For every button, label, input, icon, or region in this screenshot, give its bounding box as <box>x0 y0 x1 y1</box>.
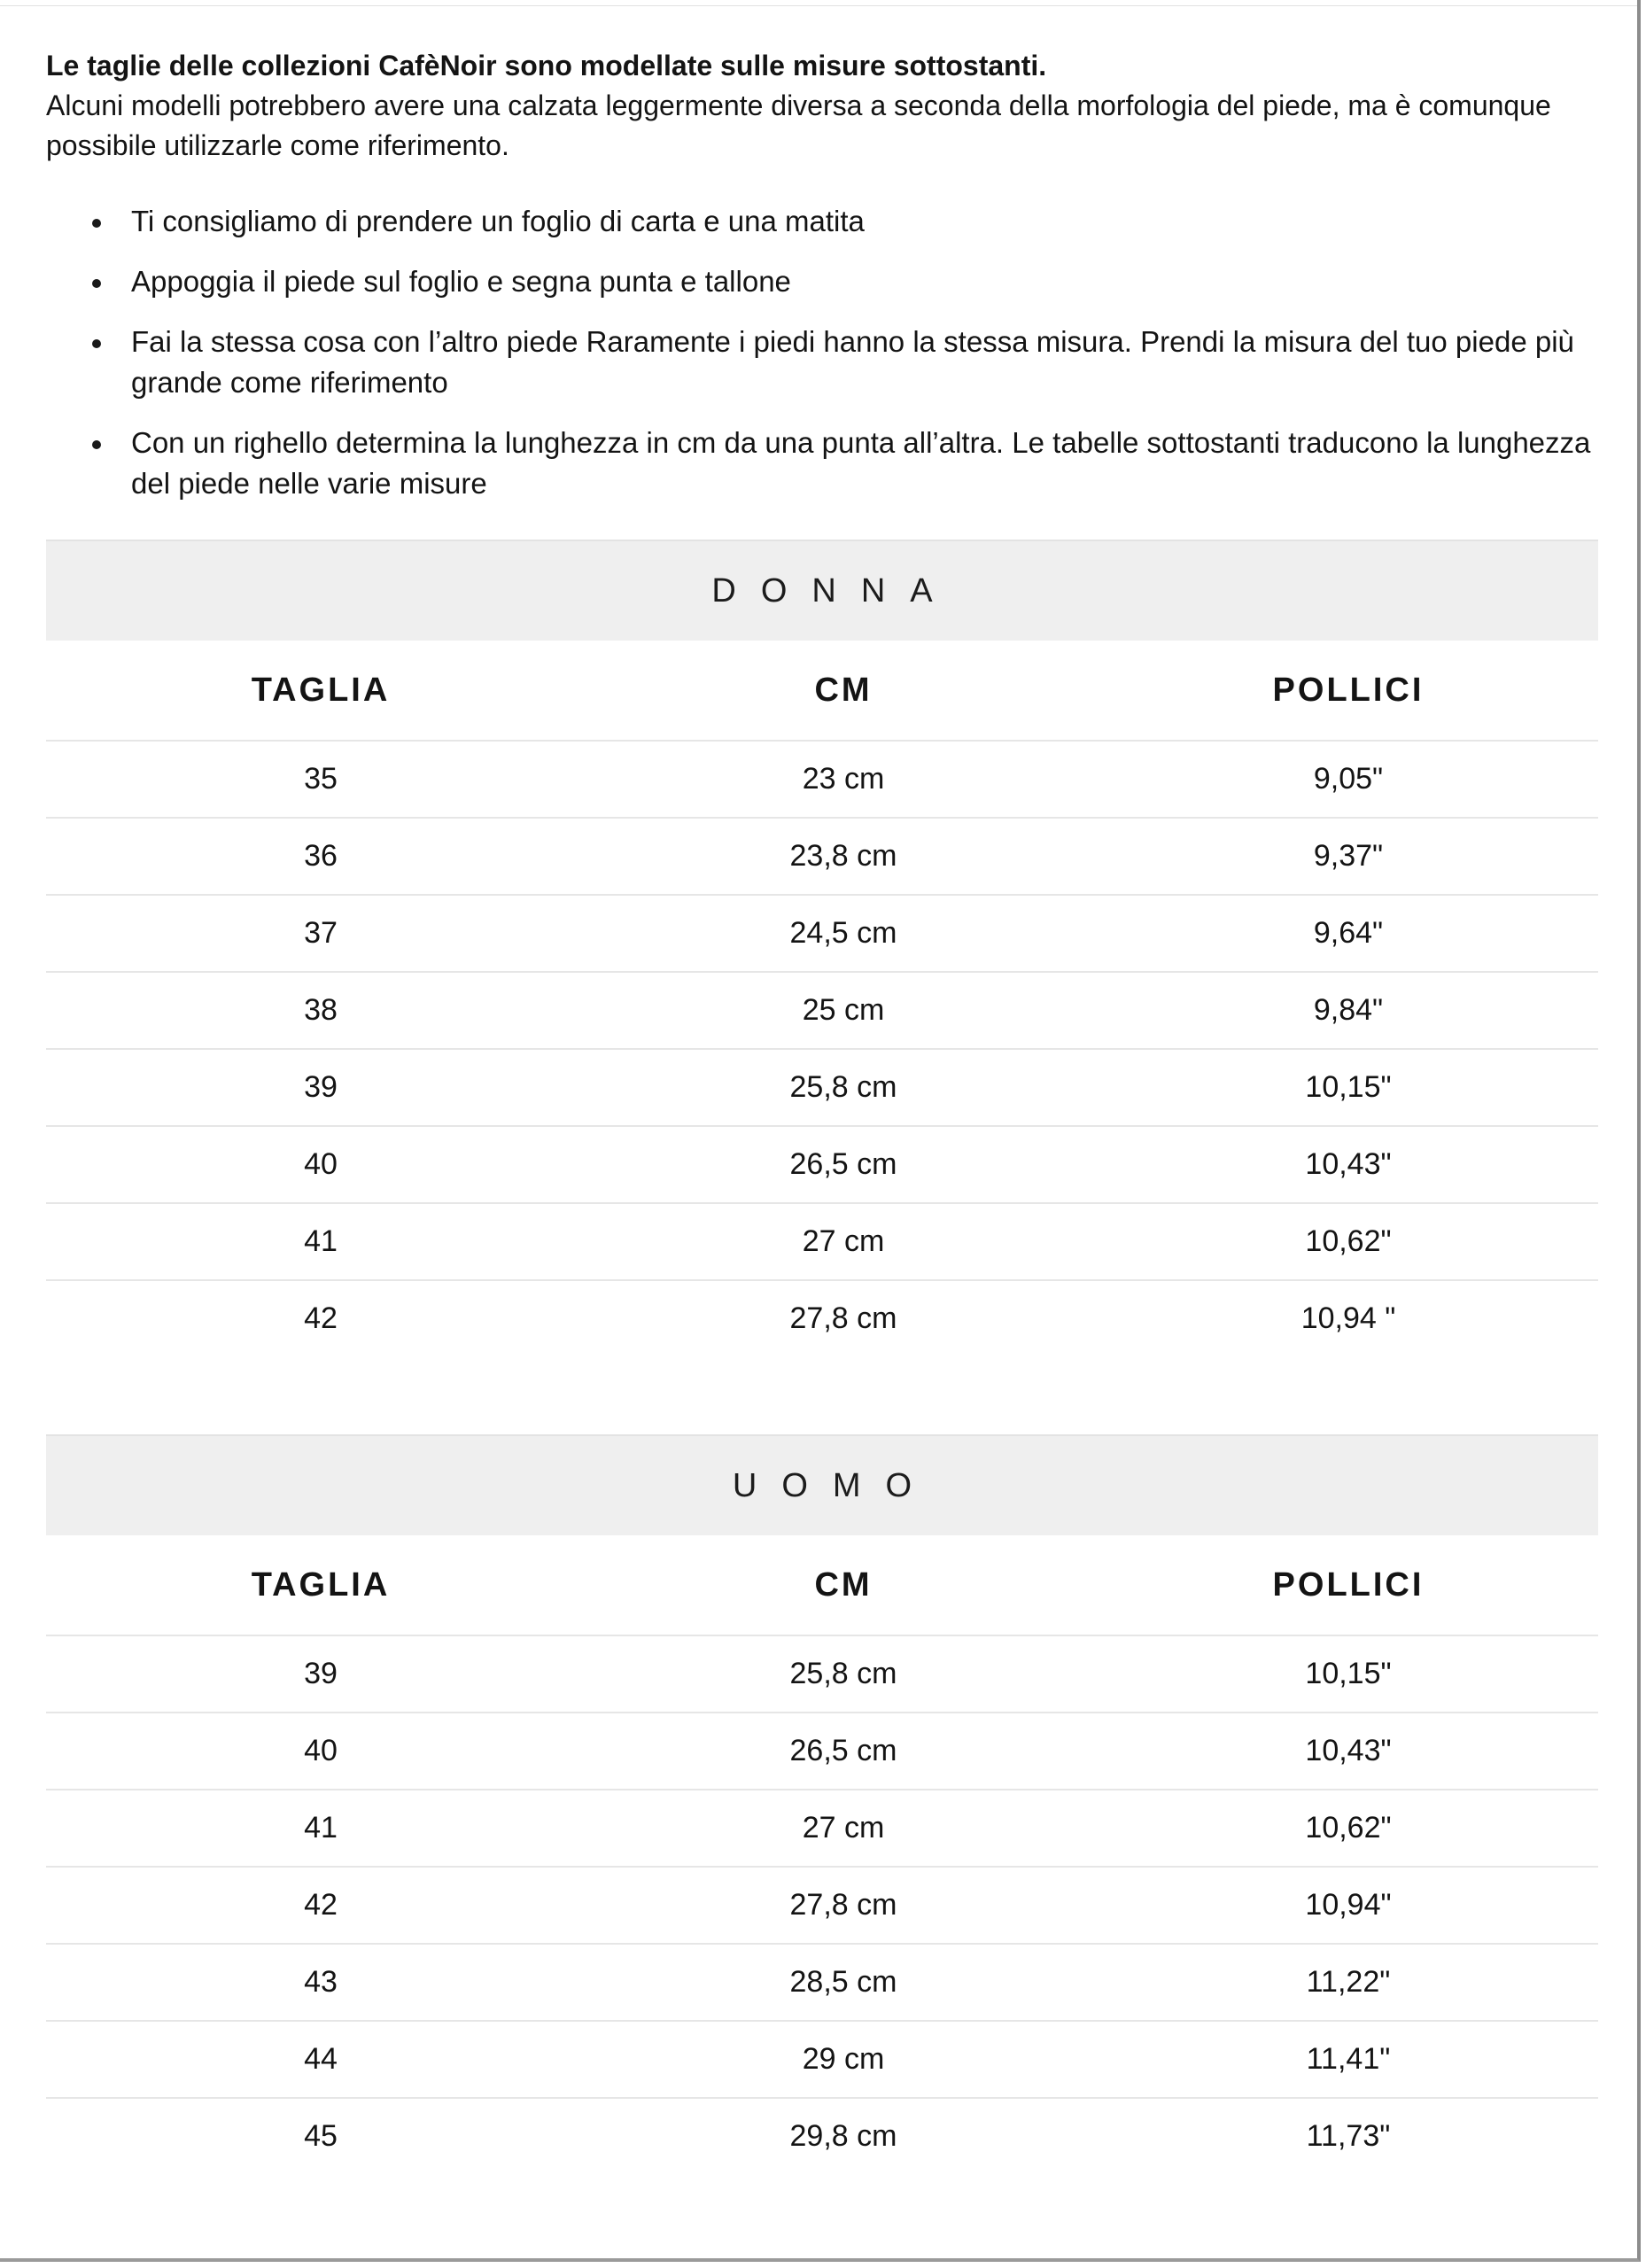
table-row <box>46 742 1598 819</box>
cell-pollici: 10,15" <box>1305 1070 1392 1104</box>
top-divider <box>0 0 1637 6</box>
tip-item: Fai la stessa cosa con l’altro piede Raramente i piedi hanno la stessa misura. Prendi la misura del tuo piede più grande come riferimento <box>46 322 1598 403</box>
size-guide-content <box>46 46 1598 2174</box>
cell-pollici: 10,62" <box>1305 1811 1392 1845</box>
cell-taglia: 35 <box>304 762 338 796</box>
table-row <box>46 1790 1598 1868</box>
table-row <box>46 1127 1598 1204</box>
cell-cm: 25,8 cm <box>789 1657 897 1690</box>
cell-cm: 27,8 cm <box>789 1301 897 1335</box>
cell-pollici: 9,64" <box>1313 916 1384 950</box>
column-header-pollici: POLLICI <box>1272 671 1425 709</box>
cell-pollici: 10,94 " <box>1300 1301 1396 1335</box>
intro-lead: Le taglie delle collezioni CafèNoir sono modellate sulle misure sottostanti. <box>46 50 1047 82</box>
cell-taglia: 42 <box>304 1301 338 1335</box>
cell-cm: 24,5 cm <box>789 916 897 950</box>
size-table-donna <box>46 540 1598 1356</box>
cell-pollici: 11,41" <box>1306 2042 1391 2076</box>
cell-cm: 27 cm <box>802 1811 885 1845</box>
cell-pollici: 11,73" <box>1306 2119 1391 2153</box>
cell-taglia: 36 <box>304 839 338 873</box>
cell-taglia: 40 <box>304 1734 338 1767</box>
cell-cm: 27 cm <box>802 1224 885 1258</box>
cell-pollici: 10,43" <box>1305 1734 1392 1767</box>
table-row <box>46 1050 1598 1127</box>
cell-cm: 28,5 cm <box>789 1965 897 1999</box>
cell-cm: 26,5 cm <box>789 1147 897 1181</box>
table-row <box>46 819 1598 896</box>
column-header-taglia: TAGLIA <box>251 1565 391 1604</box>
table-row <box>46 1868 1598 1945</box>
cell-cm: 23,8 cm <box>789 839 897 873</box>
cell-taglia: 39 <box>304 1070 338 1104</box>
cell-taglia: 41 <box>304 1224 338 1258</box>
bullet-icon <box>92 339 101 348</box>
table-row <box>46 1204 1598 1281</box>
cell-taglia: 37 <box>304 916 338 950</box>
intro-body: Alcuni modelli potrebbero avere una calzata leggermente diversa a seconda della morfologia del piede, ma è comunque possibile utilizzarle come riferimento. <box>46 89 1551 161</box>
table-row <box>46 2022 1598 2099</box>
table-row <box>46 1945 1598 2022</box>
cell-cm: 25,8 cm <box>789 1070 897 1104</box>
cell-cm: 26,5 cm <box>789 1734 897 1767</box>
size-table-uomo <box>46 1434 1598 2174</box>
tip-item: Appoggia il piede sul foglio e segna punta e tallone <box>46 261 1598 302</box>
tip-item: Con un righello determina la lunghezza in cm da una punta all’altra. Le tabelle sottostanti traducono la lunghezza del piede nelle varie misure <box>46 423 1598 504</box>
table-row <box>46 1636 1598 1713</box>
cell-pollici: 10,62" <box>1305 1224 1392 1258</box>
table-row <box>46 973 1598 1050</box>
table-title: DONNA <box>46 540 1598 641</box>
cell-taglia: 43 <box>304 1965 338 1999</box>
column-header-cm: CM <box>814 1565 873 1604</box>
cell-cm: 25 cm <box>802 993 885 1027</box>
cell-taglia: 45 <box>304 2119 338 2153</box>
cell-pollici: 10,94" <box>1305 1888 1392 1922</box>
bullet-icon <box>92 279 101 288</box>
measuring-tips-list <box>46 201 1598 504</box>
cell-pollici: 10,43" <box>1305 1147 1392 1181</box>
cell-cm: 29,8 cm <box>789 2119 897 2153</box>
cell-cm: 29 cm <box>802 2042 885 2076</box>
cell-pollici: 9,84" <box>1313 993 1384 1027</box>
intro-text <box>46 46 1598 166</box>
cell-pollici: 9,05" <box>1313 762 1384 796</box>
cell-cm: 27,8 cm <box>789 1888 897 1922</box>
cell-taglia: 40 <box>304 1147 338 1181</box>
column-header-taglia: TAGLIA <box>251 671 391 709</box>
cell-taglia: 44 <box>304 2042 338 2076</box>
column-header-pollici: POLLICI <box>1272 1565 1425 1604</box>
bullet-icon <box>92 219 101 228</box>
tip-item: Ti consigliamo di prendere un foglio di carta e una matita <box>46 201 1598 242</box>
column-header-cm: CM <box>814 671 873 709</box>
table-header-row <box>46 1535 1598 1636</box>
cell-taglia: 38 <box>304 993 338 1027</box>
table-header-row <box>46 641 1598 742</box>
table-row <box>46 1281 1598 1356</box>
table-row <box>46 896 1598 973</box>
cell-pollici: 9,37" <box>1313 839 1384 873</box>
cell-taglia: 42 <box>304 1888 338 1922</box>
cell-taglia: 39 <box>304 1657 338 1690</box>
table-title: UOMO <box>46 1434 1598 1535</box>
cell-cm: 23 cm <box>802 762 885 796</box>
cell-pollici: 11,22" <box>1306 1965 1391 1999</box>
cell-taglia: 41 <box>304 1811 338 1845</box>
table-row <box>46 1713 1598 1790</box>
cell-pollici: 10,15" <box>1305 1657 1392 1690</box>
bullet-icon <box>92 440 101 449</box>
table-row <box>46 2099 1598 2174</box>
